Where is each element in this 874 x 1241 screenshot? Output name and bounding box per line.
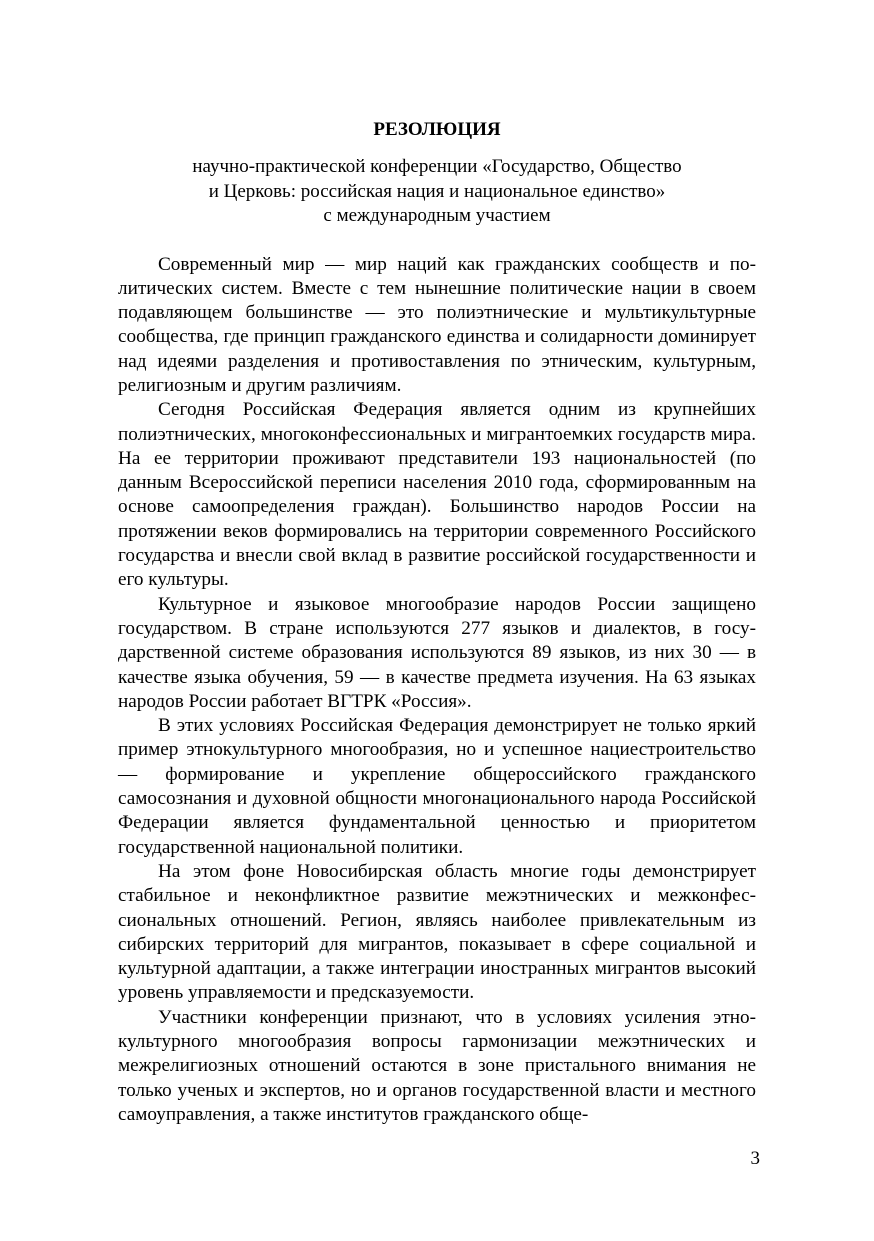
subtitle-line-1: научно-практической конференции «Государство, Общество [192, 156, 682, 177]
paragraph-1: Современный мир — мир наций как гражданских сообществ и политических систем. Вместе с тем нынешние политические нации в своем подавляющем большинстве — это полиэтнические и мультикультурные сообщества, где принцип гражданского единства и солидарности доминирует над идеями разделения и противоставления по этническим, культурным, религиозным и другим различиям. [118, 253, 756, 396]
page-number: 3 [750, 1148, 760, 1169]
paragraph-2: Сегодня Российская Федерация является одним из крупнейших полиэтнических, многоконфессиональных и мигрантоемких государств мира. На ее территории проживают представители 193 национальностей (по данным Всероссийской переписи населения 2010 года, сформированным на основе самоопределения граждан). Большинство народов России на протяжении веков формировались на территории современного Российского государства и внесли свой вклад в развитие российской государственности и его культуры. [118, 399, 756, 591]
document-body [118, 253, 756, 1128]
document-subtitle [118, 155, 756, 229]
paragraph-4: В этих условиях Российская Федерация демонстрирует не только яркий пример этнокультурного многообразия, но и успешное нациестроительство — формирование и укрепление общероссийского гражданского самосознания и духовной общности многонационального народа Российской Федерации является фундаментальной ценностью и приоритетом государственной национальной политики. [118, 715, 756, 858]
subtitle-line-3: с международным участием [323, 205, 551, 226]
paragraph-5: На этом фоне Новосибирская область многие годы демонстрирует стабильное и неконфликтное развитие межэтнических и межконфессиональных отношений. Регион, являясь наиболее привлекательным из сибирских территорий для мигрантов, показывает в сфере социальной и культурной адаптации, а также интеграции иностранных мигрантов высокий уровень управляемости и предсказуемости. [118, 860, 756, 1004]
document-page [118, 117, 756, 1127]
paragraph-6: Участники конференции признают, что в условиях усиления этнокультурного многообразия вопросы гармонизации межэтнических и межрелигиозных отношений остаются в зоне пристального внимания не только ученых и экспертов, но и органов государственной власти и местного самоуправления, а также институтов гражданского обще- [118, 1006, 756, 1125]
paragraph-3: Культурное и языковое многообразие народов России защищено государством. В стране используются 277 языков и диалектов, в государственной системе образования используются 89 языков, из них 30 — в качестве языка обучения, 59 — в качестве предмета изучения. На 63 языках народов России работает ВГТРК «Россия». [118, 593, 756, 712]
document-title: РЕЗОЛЮЦИЯ [373, 119, 501, 140]
subtitle-line-2: и Церковь: российская нация и национальное единство» [208, 180, 666, 202]
